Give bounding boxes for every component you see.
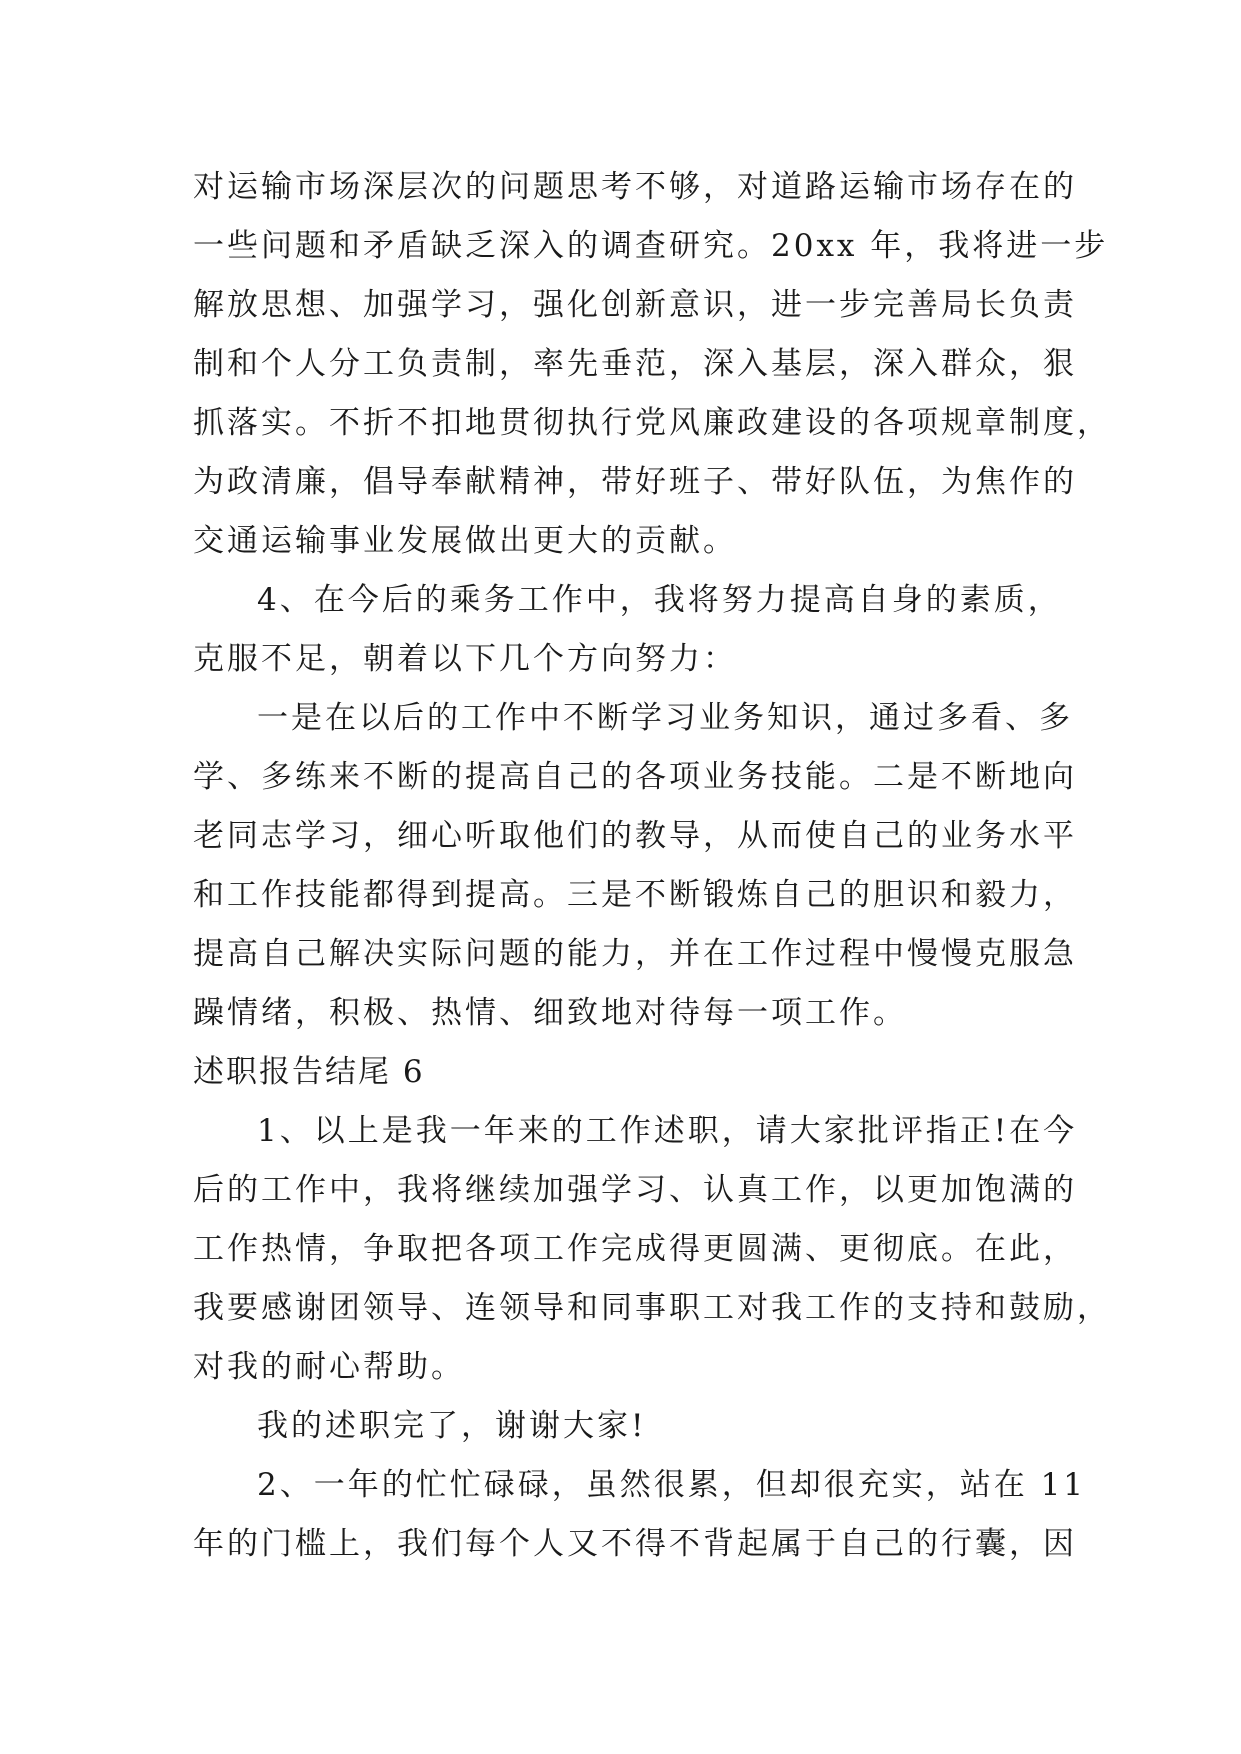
text-line: 对运输市场深层次的问题思考不够，对道路运输市场存在的 bbox=[193, 169, 1077, 205]
text-line: 一些问题和矛盾缺乏深入的调查研究。20xx 年，我将进一步 bbox=[193, 228, 1109, 264]
text-line: 交通运输事业发展做出更大的贡献。 bbox=[193, 523, 737, 559]
text-line: 解放思想、加强学习，强化创新意识，进一步完善局长负责 bbox=[193, 287, 1077, 323]
text-line: 学、多练来不断的提高自己的各项业务技能。二是不断地向 bbox=[193, 759, 1077, 795]
section-heading: 述职报告结尾 6 bbox=[193, 1054, 425, 1090]
text-line: 为政清廉，倡导奉献精神，带好班子、带好队伍，为焦作的 bbox=[193, 464, 1077, 500]
paragraph-start-line: 4、在今后的乘务工作中，我将努力提高自身的素质， bbox=[257, 582, 1062, 618]
text-line: 工作热情，争取把各项工作完成得更圆满、更彻底。在此， bbox=[193, 1231, 1077, 1267]
text-line: 提高自己解决实际问题的能力，并在工作过程中慢慢克服急 bbox=[193, 936, 1077, 972]
text-line: 后的工作中，我将继续加强学习、认真工作，以更加饱满的 bbox=[193, 1172, 1077, 1208]
paragraph-start-line: 1、以上是我一年来的工作述职，请大家批评指正!在今 bbox=[257, 1113, 1078, 1149]
paragraph-start-line: 2、一年的忙忙碌碌，虽然很累，但却很充实，站在 11 bbox=[257, 1467, 1087, 1503]
text-line: 躁情绪，积极、热情、细致地对待每一项工作。 bbox=[193, 995, 907, 1031]
text-line: 老同志学习，细心听取他们的教导，从而使自己的业务水平 bbox=[193, 818, 1077, 854]
text-line: 对我的耐心帮助。 bbox=[193, 1349, 465, 1385]
text-line: 年的门槛上，我们每个人又不得不背起属于自己的行囊，因 bbox=[193, 1526, 1077, 1562]
paragraph-start-line: 我的述职完了，谢谢大家! bbox=[257, 1408, 647, 1444]
text-line: 我要感谢团领导、连领导和同事职工对我工作的支持和鼓励， bbox=[193, 1290, 1111, 1326]
text-line: 和工作技能都得到提高。三是不断锻炼自己的胆识和毅力， bbox=[193, 877, 1077, 913]
text-line: 抓落实。不折不扣地贯彻执行党风廉政建设的各项规章制度， bbox=[193, 405, 1111, 441]
text-line: 克服不足，朝着以下几个方向努力： bbox=[193, 641, 737, 677]
paragraph-start-line: 一是在以后的工作中不断学习业务知识，通过多看、多 bbox=[257, 700, 1073, 736]
document-body bbox=[193, 158, 1111, 1574]
text-line: 制和个人分工负责制，率先垂范，深入基层，深入群众，狠 bbox=[193, 346, 1077, 382]
